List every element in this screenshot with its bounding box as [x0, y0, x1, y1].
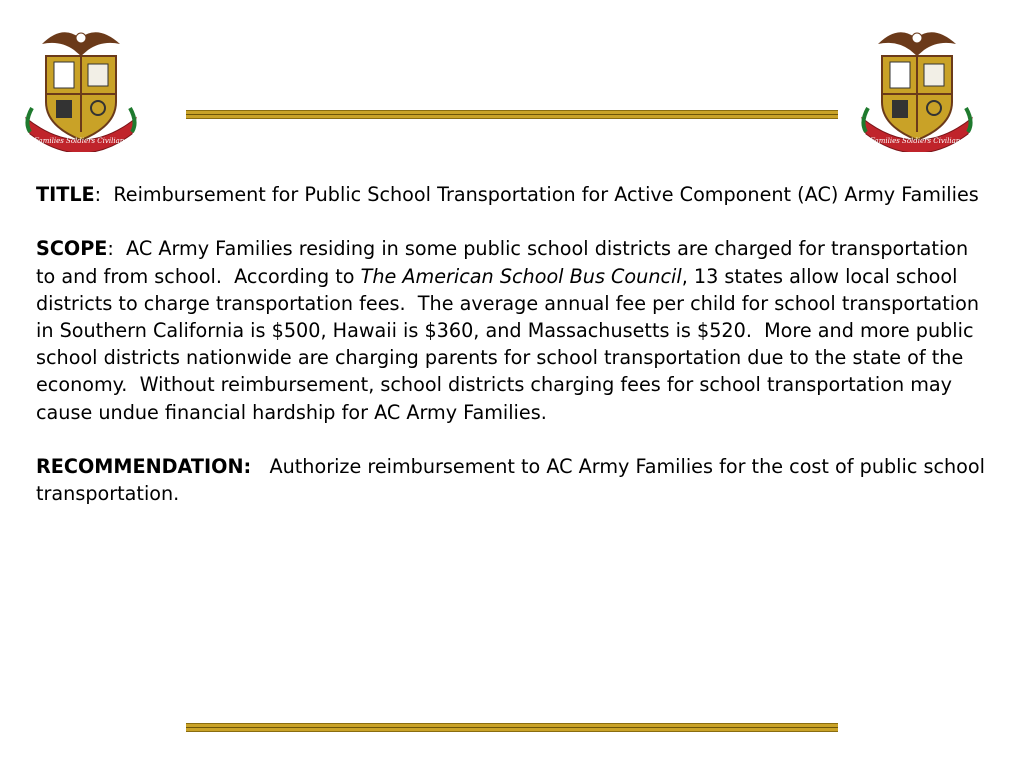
crest-shield-icon	[22, 22, 140, 152]
svg-text:Families Soldiers Civilians: Families Soldiers Civilians	[34, 137, 128, 145]
recommendation-paragraph	[36, 453, 992, 507]
slide-body	[36, 181, 992, 535]
top-gold-divider	[186, 110, 838, 119]
scope-paragraph	[36, 235, 986, 425]
crest-shield-icon	[858, 22, 976, 152]
recommendation-label: RECOMMENDATION:	[36, 455, 252, 478]
army-family-crest-right	[858, 22, 976, 152]
svg-text:Families Soldiers Civilians: Families Soldiers Civilians	[870, 137, 964, 145]
title-label: TITLE	[36, 183, 95, 206]
scope-text-before: AC Army Families residing in some public school districts are charged for transportation to and from school. According to	[36, 237, 975, 288]
bottom-gold-divider	[186, 723, 838, 732]
title-text: Reimbursement for Public School Transportation for Active Component (AC) Army Families	[101, 183, 979, 206]
scope-text-after: , 13 states allow local school districts to charge transportation fees. The average annual fee per child for school transportation in Southern California is $500, Hawaii is $360, and Massachusetts is $520. More and more public school districts nationwide are charging parents for school transportation due to the state of the economy. Without reimbursement, school districts charging fees for school transportation may cause undue financial hardship for AC Army Families.	[36, 264, 986, 424]
recommendation-text: Authorize reimbursement to AC Army Families for the cost of public school transportation.	[36, 455, 992, 506]
army-family-crest-left	[22, 22, 140, 152]
title-paragraph	[36, 181, 986, 208]
scope-separator: :	[107, 237, 114, 261]
scope-source: The American School Bus Council	[360, 264, 682, 288]
scope-label: SCOPE	[36, 237, 108, 261]
title-separator: :	[94, 183, 102, 206]
